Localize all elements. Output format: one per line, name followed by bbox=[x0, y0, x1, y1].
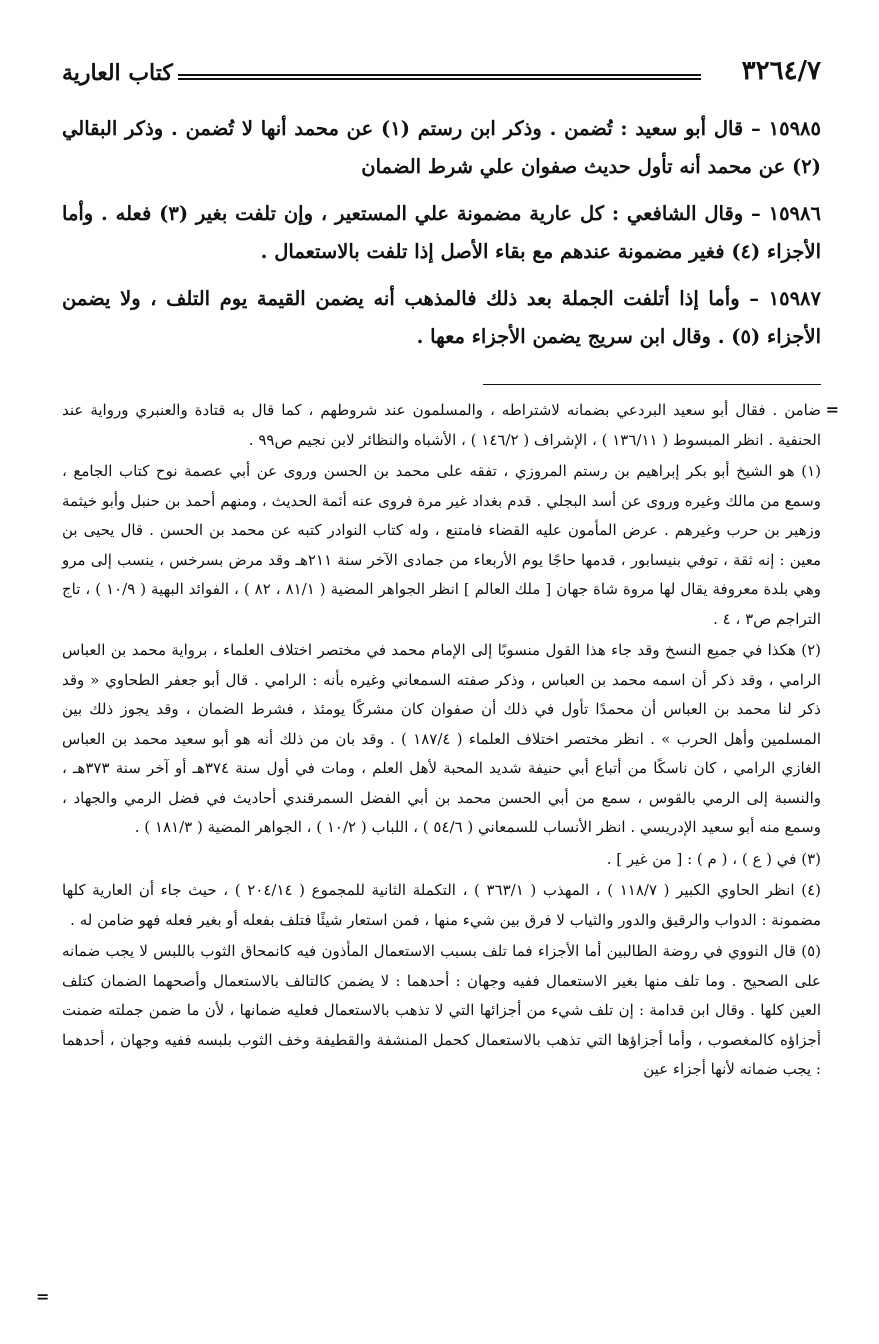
paragraph-number: ١٥٩٨٦ bbox=[768, 202, 821, 225]
continuation-mark-start: = bbox=[825, 400, 839, 419]
page-header bbox=[62, 56, 821, 90]
page-number: ٣٢٦٤/٧ bbox=[741, 56, 821, 86]
paragraph-number: ١٥٩٨٥ bbox=[768, 117, 821, 140]
footnote-4: (٤) انظر الحاوي الكبير ( ١١٨/٧ ) ، المهذب ( ٣٦٣/١ ) ، التكملة الثانية للمجموع ( ٢٠٤/١٤ ) ، حيث جاء أن العارية كلها مضمونة : الدواب والرقيق والدور والثياب لا فرق بين شيء منها ، فمن استعار شيئًا فتلف بفعله أو بغير فعله فهو ضامن له . bbox=[62, 881, 821, 929]
header-rule bbox=[178, 74, 701, 80]
footnotes bbox=[62, 396, 821, 1087]
paragraph-15987 bbox=[62, 280, 821, 356]
footnote-5: (٥) قال النووي في روضة الطالبين أما الأجزاء فما تلف بسبب الاستعمال المأذون فيه كانمحاق الثوب باللبس لا يجب ضمانه على الصحيح . وما تلف منها بغير الاستعمال ففيه وجهان : أحدهما : لا يضمن كالتالف بالاستعمال وأصحهما الضمان كتلف العين كلها . وقال ابن قدامة : إن تلف شيء من أجزائها التي لا تذهب بالاستعمال فعليه ضمانها ، لأن ما ضمن جملته ضمنت أجزاؤه كالمغصوب ، وأما أجزاؤها التي تذهب بالاستعمال كحمل المنشفة والقطيفة وخف الثوب بلبسه ففيه وجهان ، أحدهما : يجب ضمانه لأنها أجزاء عين bbox=[62, 942, 821, 1078]
paragraph-15986 bbox=[62, 195, 821, 271]
footnote-2: (٢) هكذا في جميع النسخ وقد جاء هذا القول منسوبًا إلى الإمام محمد في مختصر اختلاف العلماء ، برواية محمد بن العباس الرامي ، وقد ذكر أن اسمه محمد بن العباس ، وذكر صفته السمعاني وغيره بأنه : الرامي . قال أبو جعفر الطحاوي « وقد ذكر لنا محمد بن العباس أن محمدًا تأول في ذلك أن صفوان كان مشركًا يومئذ ، فشرط الضمان ، وقد يجوز ذلك بين المسلمين وأهل الحرب » . انظر مختصر اختلاف العلماء ( ١٨٧/٤ ) . وقد بان من ذلك أنه هو أبو سعيد محمد بن العباس الغازي الرامي ، كان ناسكًا من أتباع أبي حنيفة شديد المحبة لأهل العلم ، ومات في أول سنة ٣٧٤هـ أو آخر سنة ٣٧٣هـ ، والنسبة إلى الرمي بالقوس ، سمع من أبي الحسن محمد بن أبي الفضل السمرقندي أحاديث في فضل الرمي والجهاد ، وسمع منه أبو سعيد الإدريسي . انظر الأنساب للسمعاني ( ٥٤/٦ ) ، اللباب ( ١٠/٢ ) ، الجواهر المضية ( ١٨١/٣ ) . bbox=[62, 641, 821, 836]
paragraph-15985 bbox=[62, 110, 821, 186]
paragraph-number: ١٥٩٨٧ bbox=[768, 287, 822, 310]
paragraph-text: – وقال الشافعي : كل عارية مضمونة علي المستعير ، وإن تلفت بغير (٣) فعله . وأما الأجزاء (٤) فغير مضمونة عندهم مع بقاء الأصل إذا تلفت بالاستعمال . bbox=[62, 202, 821, 263]
paragraph-text: – وأما إذا أتلفت الجملة بعد ذلك فالمذهب أنه يضمن القيمة يوم التلف ، ولا يضمن الأجزاء (٥) . وقال ابن سريج يضمن الأجزاء معها . bbox=[62, 287, 821, 348]
footnote-3: (٣) في ( ع ) ، ( م ) : [ من غير ] . bbox=[606, 849, 821, 868]
main-text bbox=[62, 110, 821, 365]
continuation-mark-end: = bbox=[36, 1287, 50, 1306]
paragraph-text: – قال أبو سعيد : تُضمن . وذكر ابن رستم (١) عن محمد أنها لا تُضمن . وذكر البقالي (٢) عن محمد أنه تأول حديث صفوان علي شرط الضمان bbox=[62, 117, 821, 178]
book-title: كتاب العارية bbox=[62, 60, 173, 86]
footnote-1: (١) هو الشيخ أبو بكر إبراهيم بن رستم المروزي ، تفقه على محمد بن الحسن وروى عن أبي عصمة نوح كتاب الجامع ، وسمع من مالك وغيره وروى عن أسد البجلي . قدم بغداد غير مرة فروى عنه أئمة الحديث ، ومنهم أحمد بن حنبل وأبو خيثمة وزهير بن حرب وغيرهم . عرض المأمون عليه القضاء فامتنع ، وله كتاب النوادر كتبه عن محمد بن الحسن . قال يحيى بن معين : إنه ثقة ، توفي بنيسابور ، قدمها حاجًا يوم الأربعاء من جمادى الآخر سنة ٢١١هـ وقد مرض بسرخس ، ينسب إلى مرو وهي بلدة معروفة يقال لها مروة شاة جهان [ ملك العالم ] انظر الجواهر المضية ( ٨١/١ ، ٨٢ ) ، الفوائد البهية ( ١٠/٩ ) ، تاج التراجم ص٣ ، ٤ . bbox=[62, 462, 821, 628]
footnote-continued: ضامن . فقال أبو سعيد البردعي بضمانه لاشتراطه ، والمسلمون عند شروطهم ، كما قال به قتادة والعنبري ورواية عند الحنفية . انظر المبسوط ( ١٣٦/١١ ) ، الإشراف ( ١٤٦/٢ ) ، الأشباه والنظائر لابن نجيم ص٩٩ . bbox=[62, 401, 821, 449]
footnote-separator bbox=[483, 384, 821, 385]
